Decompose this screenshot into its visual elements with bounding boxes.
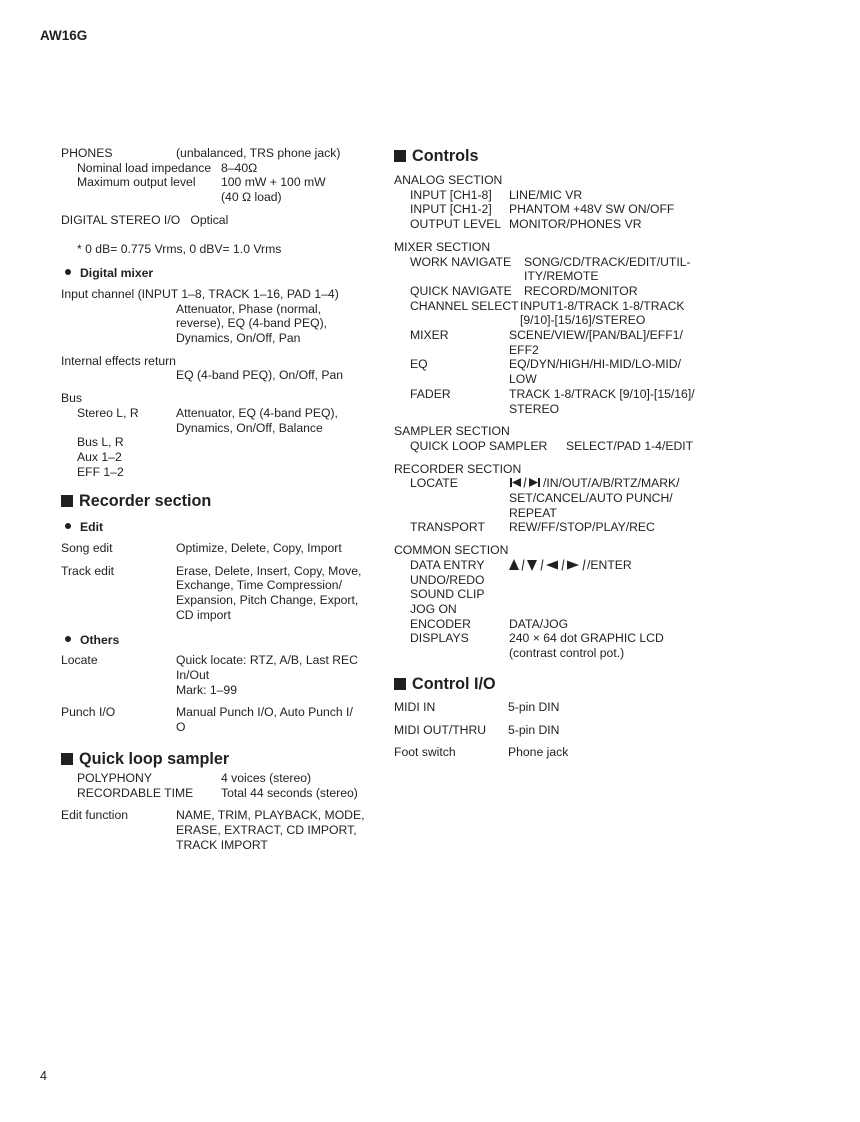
channel-select-label: CHANNEL SELECT [410,298,519,313]
displays-row [394,631,724,660]
input-channel-label: Input channel (INPUT 1–8, TRACK 1–16, PAD 1–4) [61,286,339,301]
eq-row [394,357,724,386]
mixer-value: SCENE/VIEW/[PAN/BAL]/EFF1/ EFF2 [509,328,683,357]
mixer-section-title: MIXER SECTION [394,239,491,254]
transport-row [394,520,724,535]
impedance-row [61,161,371,176]
song-edit-row [61,541,371,556]
digital-io-label: DIGITAL STEREO I/O [61,212,181,227]
footnote: * 0 dB= 0.775 Vrms, 0 dBV= 1.0 Vrms [77,241,282,256]
punch-row [61,705,371,734]
rec-time-row [61,786,371,801]
digital-mixer-title: Digital mixer [80,266,154,281]
undo-redo: UNDO/REDO [410,572,485,587]
phones-desc: (unbalanced, TRS phone jack) [176,146,341,160]
punch-value: Manual Punch I/O, Auto Punch I/ O [176,705,353,735]
quick-loop-sampler-row [394,439,724,454]
sampler-heading [61,749,371,769]
output-level-value: 100 mW + 100 mW (40 Ω load) [221,175,326,205]
bullet-icon [65,269,71,275]
arrow-right-icon [567,560,579,569]
analog-row-value: MONITOR/PHONES VR [509,217,642,232]
data-entry-value-wrap [509,558,632,573]
analog-row [394,188,724,203]
song-edit-label: Song edit [61,541,113,556]
analog-row-label: INPUT [CH1-8] [410,187,492,202]
displays-value: 240 × 64 dot GRAPHIC LCD (contrast control pot.) [509,631,664,661]
square-bullet-icon [394,678,406,690]
quick-loop-sampler-label: QUICK LOOP SAMPLER [410,438,548,453]
analog-row [394,217,724,232]
effects-return-label: Internal effects return [61,353,176,368]
output-level-label: Maximum output level [77,175,196,190]
control-io-row [394,700,724,715]
analog-section-title: ANALOG SECTION [394,173,503,187]
recorder-section-title: RECORDER SECTION [394,461,522,476]
track-edit-row [61,564,371,623]
analog-row-label: OUTPUT LEVEL [410,217,502,232]
skip-forward-bar-icon [538,478,540,487]
analog-row-label: INPUT [CH1-2] [410,202,492,217]
square-bullet-icon [61,753,73,765]
encoder-label: ENCODER [410,616,471,631]
locate-label: Locate [61,653,98,668]
channel-select-value: INPUT1-8/TRACK 1-8/TRACK [9/10]-[15/16]/STEREO [520,298,685,328]
model-name: AW16G [40,28,88,43]
fader-label: FADER [410,386,451,401]
slash-icon [524,478,526,488]
eff: EFF 1–2 [77,464,124,479]
control-io-title: Control I/O [412,674,496,693]
transport-label: TRANSPORT [410,520,485,535]
left-column [61,146,371,852]
eq-value: EQ/DYN/HIGH/HI-MID/LO-MID/ LOW [509,357,681,387]
edit-function-label: Edit function [61,808,129,823]
stereo-value: Attenuator, EQ (4-band PEQ), Dynamics, On/Off, Balance [176,405,338,435]
stereo-label: Stereo L, R [77,405,139,420]
edit-function-row [61,808,371,852]
recorder-title: Recorder section [79,492,212,511]
slash-icon [522,559,524,570]
right-column [394,146,724,760]
digital-io-row [61,213,371,228]
bus-lr: Bus L, R [77,435,124,450]
polyphony-label: POLYPHONY [77,770,152,785]
edit-heading [65,520,371,535]
slash-icon [562,559,564,570]
skip-forward-icon [529,478,538,487]
recorder-heading [61,491,371,511]
locate-value: Quick locate: RTZ, A/B, Last REC In/Out Mark: 1–99 [176,653,358,697]
quick-navigate-row [394,284,724,299]
polyphony-value: 4 voices (stereo) [221,770,312,785]
song-edit-value: Optimize, Delete, Copy, Import [176,541,342,556]
jog-on: JOG ON [410,601,457,616]
control-io-value: 5-pin DIN [508,722,560,737]
locate-value-wrap [509,476,699,520]
control-io-label: MIDI IN [394,699,436,714]
output-level-row [61,175,371,204]
stereo-row [61,406,371,435]
locate-value: /IN/OUT/A/B/RTZ/MARK/ SET/CANCEL/AUTO PUNCH/ REPEAT [509,476,680,520]
edit-function-value: NAME, TRIM, PLAYBACK, MODE, ERASE, EXTRACT, CD IMPORT, TRACK IMPORT [176,808,365,852]
track-edit-value: Erase, Delete, Insert, Copy, Move, Exchange, Time Compression/ Expansion, Pitch Change, Export, CD import [176,563,362,622]
control-io-value: Phone jack [508,745,569,760]
skip-icons [509,477,543,488]
controls-heading [394,146,724,166]
controls-title: Controls [412,147,479,165]
common-section-title: COMMON SECTION [394,543,509,558]
arrow-down-icon [527,560,537,571]
punch-label: Punch I/O [61,705,116,720]
control-io-label: Foot switch [394,745,456,760]
locate-row [394,476,724,520]
quick-navigate-value: RECORD/MONITOR [524,283,638,298]
locate-row [61,653,371,697]
page-number: 4 [40,1069,47,1083]
encoder-row [394,617,724,632]
aux: Aux 1–2 [77,449,122,464]
control-io-label: MIDI OUT/THRU [394,722,487,737]
work-navigate-value: SONG/CD/TRACK/EDIT/UTIL-ITY/REMOTE [524,254,691,284]
slash-icon [583,559,585,570]
fader-row [394,387,724,416]
edit-title: Edit [80,520,104,535]
displays-label: DISPLAYS [410,631,469,646]
bullet-icon [65,523,71,529]
quick-navigate-label: QUICK NAVIGATE [410,283,512,298]
input-channel-value: Attenuator, Phase (normal, reverse), EQ (4-band PEQ), Dynamics, On/Off, Pan [176,301,328,346]
track-edit-label: Track edit [61,563,115,578]
arrow-up-icon [509,559,519,570]
control-io-heading [394,674,724,694]
phones-row [61,146,371,161]
data-entry-row [394,558,724,573]
effects-return-value: EQ (4-band PEQ), On/Off, Pan [176,368,344,383]
phones-label: PHONES [61,146,113,160]
control-io-value: 5-pin DIN [508,699,560,714]
analog-row-value: PHANTOM +48V SW ON/OFF [509,202,675,217]
encoder-value: DATA/JOG [509,616,569,631]
sampler-title: Quick loop sampler [79,749,230,768]
mixer-row [394,328,724,357]
transport-value: REW/FF/STOP/PLAY/REC [509,520,655,535]
mixer-label: MIXER [410,328,449,343]
skip-back-bar-icon [510,478,512,487]
quick-loop-sampler-value: SELECT/PAD 1-4/EDIT [566,438,694,453]
locate-label: LOCATE [410,476,458,491]
skip-back-icon [512,478,521,487]
rec-time-label: RECORDABLE TIME [77,785,194,800]
impedance-value: 8–40Ω [221,160,258,175]
fader-value: TRACK 1-8/TRACK [9/10]-[15/16]/ STEREO [509,386,695,416]
arrow-left-icon [546,560,558,569]
control-io-row [394,723,724,738]
square-bullet-icon [61,495,73,507]
square-bullet-icon [394,150,406,162]
digital-mixer-heading [65,266,371,281]
others-heading [65,633,371,648]
analog-row [394,202,724,217]
polyphony-row [61,771,371,786]
data-entry-label: DATA ENTRY [410,557,485,572]
bullet-icon [65,636,71,642]
arrow-icons [509,559,587,571]
digital-io-value: Optical [190,212,229,227]
work-navigate-row [394,255,724,284]
others-title: Others [80,632,120,647]
bus-label: Bus [61,391,83,406]
work-navigate-label: WORK NAVIGATE [410,254,512,269]
control-io-row [394,745,724,760]
slash-icon [541,559,543,570]
impedance-label: Nominal load impedance [77,160,212,175]
sound-clip: SOUND CLIP [410,587,485,602]
sampler-section-title: SAMPLER SECTION [394,424,510,439]
data-entry-value: /ENTER [587,557,632,572]
channel-select-row [394,299,724,328]
analog-row-value: LINE/MIC VR [509,187,583,202]
eq-label: EQ [410,357,428,372]
rec-time-value: Total 44 seconds (stereo) [221,785,358,800]
